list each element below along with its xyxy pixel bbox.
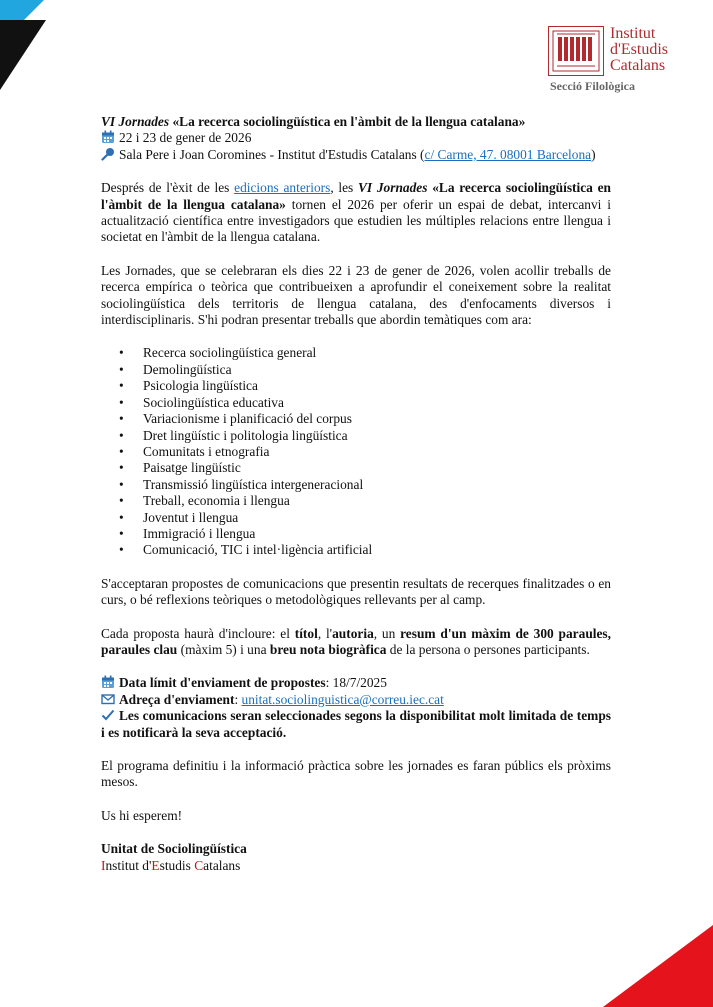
list-item: • Psicologia lingüística [101, 378, 611, 394]
list-item: • Treball, economia i llengua [101, 493, 611, 509]
signature-text: nstitut d' [105, 857, 152, 873]
list-item: • Transmissió lingüística intergeneracional [101, 477, 611, 493]
signature-institution [101, 858, 611, 874]
envelope-icon [101, 692, 115, 706]
corner-decoration-red [603, 925, 713, 1007]
list-item: • Variacionisme i planificació del corpus [101, 411, 611, 427]
list-item: • Recerca sociolingüística general [101, 345, 611, 361]
venue-text: Sala Pere i Joan Coromines - Institut d'Estudis Catalans ( [119, 146, 425, 162]
address-label: Adreça d'enviament [119, 691, 235, 707]
topics-list [101, 345, 611, 558]
req-text: (màxim 5) i una [177, 641, 270, 657]
logo-section: Secció Filològica [550, 79, 635, 93]
signature-initial: E [151, 857, 160, 873]
institution-logo [548, 26, 688, 98]
signature-unit-text: Unitat de Sociolingüística [101, 841, 247, 857]
list-item: • Dret lingüístic i politologia lingüística [101, 428, 611, 444]
program-paragraph: El programa definitiu i la informació pràctica sobre les jornades es faran públics els pròxims mesos. [101, 758, 611, 790]
list-item: • Immigració i llengua [101, 526, 611, 542]
logo-name-line: Catalans [610, 57, 666, 74]
email-link[interactable]: unitat.sociolinguistica@correu.iec.cat [241, 691, 444, 707]
req-bold: , [607, 625, 611, 641]
intro-text: , les [330, 180, 358, 196]
list-item: • Joventut i llengua [101, 510, 611, 526]
checkmark-icon [101, 708, 115, 722]
corner-decoration-black [0, 20, 46, 90]
req-bold: paraules clau [101, 641, 178, 657]
logo-name-line: d'Estudis [610, 41, 668, 58]
description-paragraph: Les Jornades, que se celebraran els dies 22 i 23 de gener de 2026, volen acollir treballs de recerca empírica o teòrica que contribueixen a aprofundir el coneixement sobre la realitat sociolingüística dels territoris de llengua catalana, des d'enfocaments diversos i interdisciplinaris. S'hi podran presentar treballs que abordin temàtiques com ara: [101, 262, 611, 328]
logo-name-line: Institut [610, 25, 656, 42]
seal-logo [548, 26, 604, 76]
req-text: Cada proposta haurà d'incloure: el [101, 625, 295, 641]
calendar-icon [101, 675, 115, 689]
list-item: • Comunitats i etnografia [101, 444, 611, 460]
proposal-requirements-paragraph [101, 626, 611, 659]
signature-unit [101, 841, 611, 857]
letter-body [101, 114, 611, 874]
list-item: • Paisatge lingüístic [101, 460, 611, 476]
list-item: • Sociolingüística educativa [101, 395, 611, 411]
calendar-icon [101, 130, 115, 144]
pin-icon [101, 147, 115, 161]
signature-initial: I [101, 857, 106, 873]
intro-paragraph [101, 180, 611, 246]
signature-text: atalans [203, 857, 241, 873]
event-title-rest: «La recerca sociolingüística en l'àmbit de la llengua catalana» [172, 114, 526, 129]
signature-initial: C [194, 857, 204, 873]
event-title [101, 114, 611, 130]
intro-em: VI Jornades [358, 180, 428, 196]
previous-editions-link[interactable]: edicions anteriors [234, 180, 331, 196]
selection-note-text: Les comunicacions seran seleccionades segons la disponibilitat molt limitada de temps i es notificarà la seva acceptació. [101, 708, 611, 740]
closing-line: Us hi esperem! [101, 807, 183, 823]
event-date [101, 130, 611, 146]
req-bold: resum d'un màxim de 300 paraules [400, 625, 608, 641]
list-item: • Comunicació, TIC i intel·ligència artificial [101, 542, 611, 558]
req-bold: autoria [332, 625, 374, 641]
req-bold: breu nota biogràfica [269, 641, 387, 657]
req-text: , un [373, 625, 401, 641]
event-title-em: VI Jornades [101, 114, 170, 129]
deadline-label: Data límit d'enviament de propostes [119, 675, 326, 691]
req-text: , l' [317, 625, 333, 641]
intro-bold: «La recerca sociolingüística en l'àmbit de la llengua catalana» [101, 180, 611, 212]
list-item: • Demolingüística [101, 362, 611, 378]
venue-suffix: ) [591, 146, 596, 162]
address-sep: : [234, 691, 242, 707]
event-venue [101, 147, 611, 163]
deadline-value: 18/7/2025 [332, 675, 387, 691]
acceptance-paragraph: S'acceptaran propostes de comunicacions que presentin resultats de recerques finalitzades o en curs, o bé reflexions teòriques o metodològiques rellevants per al camp. [101, 575, 611, 608]
req-text: de la persona o persones participants. [386, 641, 590, 657]
address-line [101, 692, 611, 708]
intro-text: Després de l'èxit de les [101, 180, 235, 196]
venue-address-link[interactable]: c/ Carme, 47. 08001 Barcelona [424, 146, 592, 162]
logo-name [610, 26, 668, 74]
signature-text: studis [159, 857, 195, 873]
intro-text: tornen el 2026 per oferir un espai de debat, intercanvi i actualització científica entre investigadors que estudien les múltiples relacions entre llengua i societat en l'àmbit de la llengua catalana. [101, 196, 611, 245]
deadline-line [101, 675, 611, 691]
deadline-sep: : [325, 675, 333, 691]
selection-note [101, 708, 611, 741]
event-date-text: 22 i 23 de gener de 2026 [119, 130, 252, 146]
req-bold: títol [294, 625, 318, 641]
